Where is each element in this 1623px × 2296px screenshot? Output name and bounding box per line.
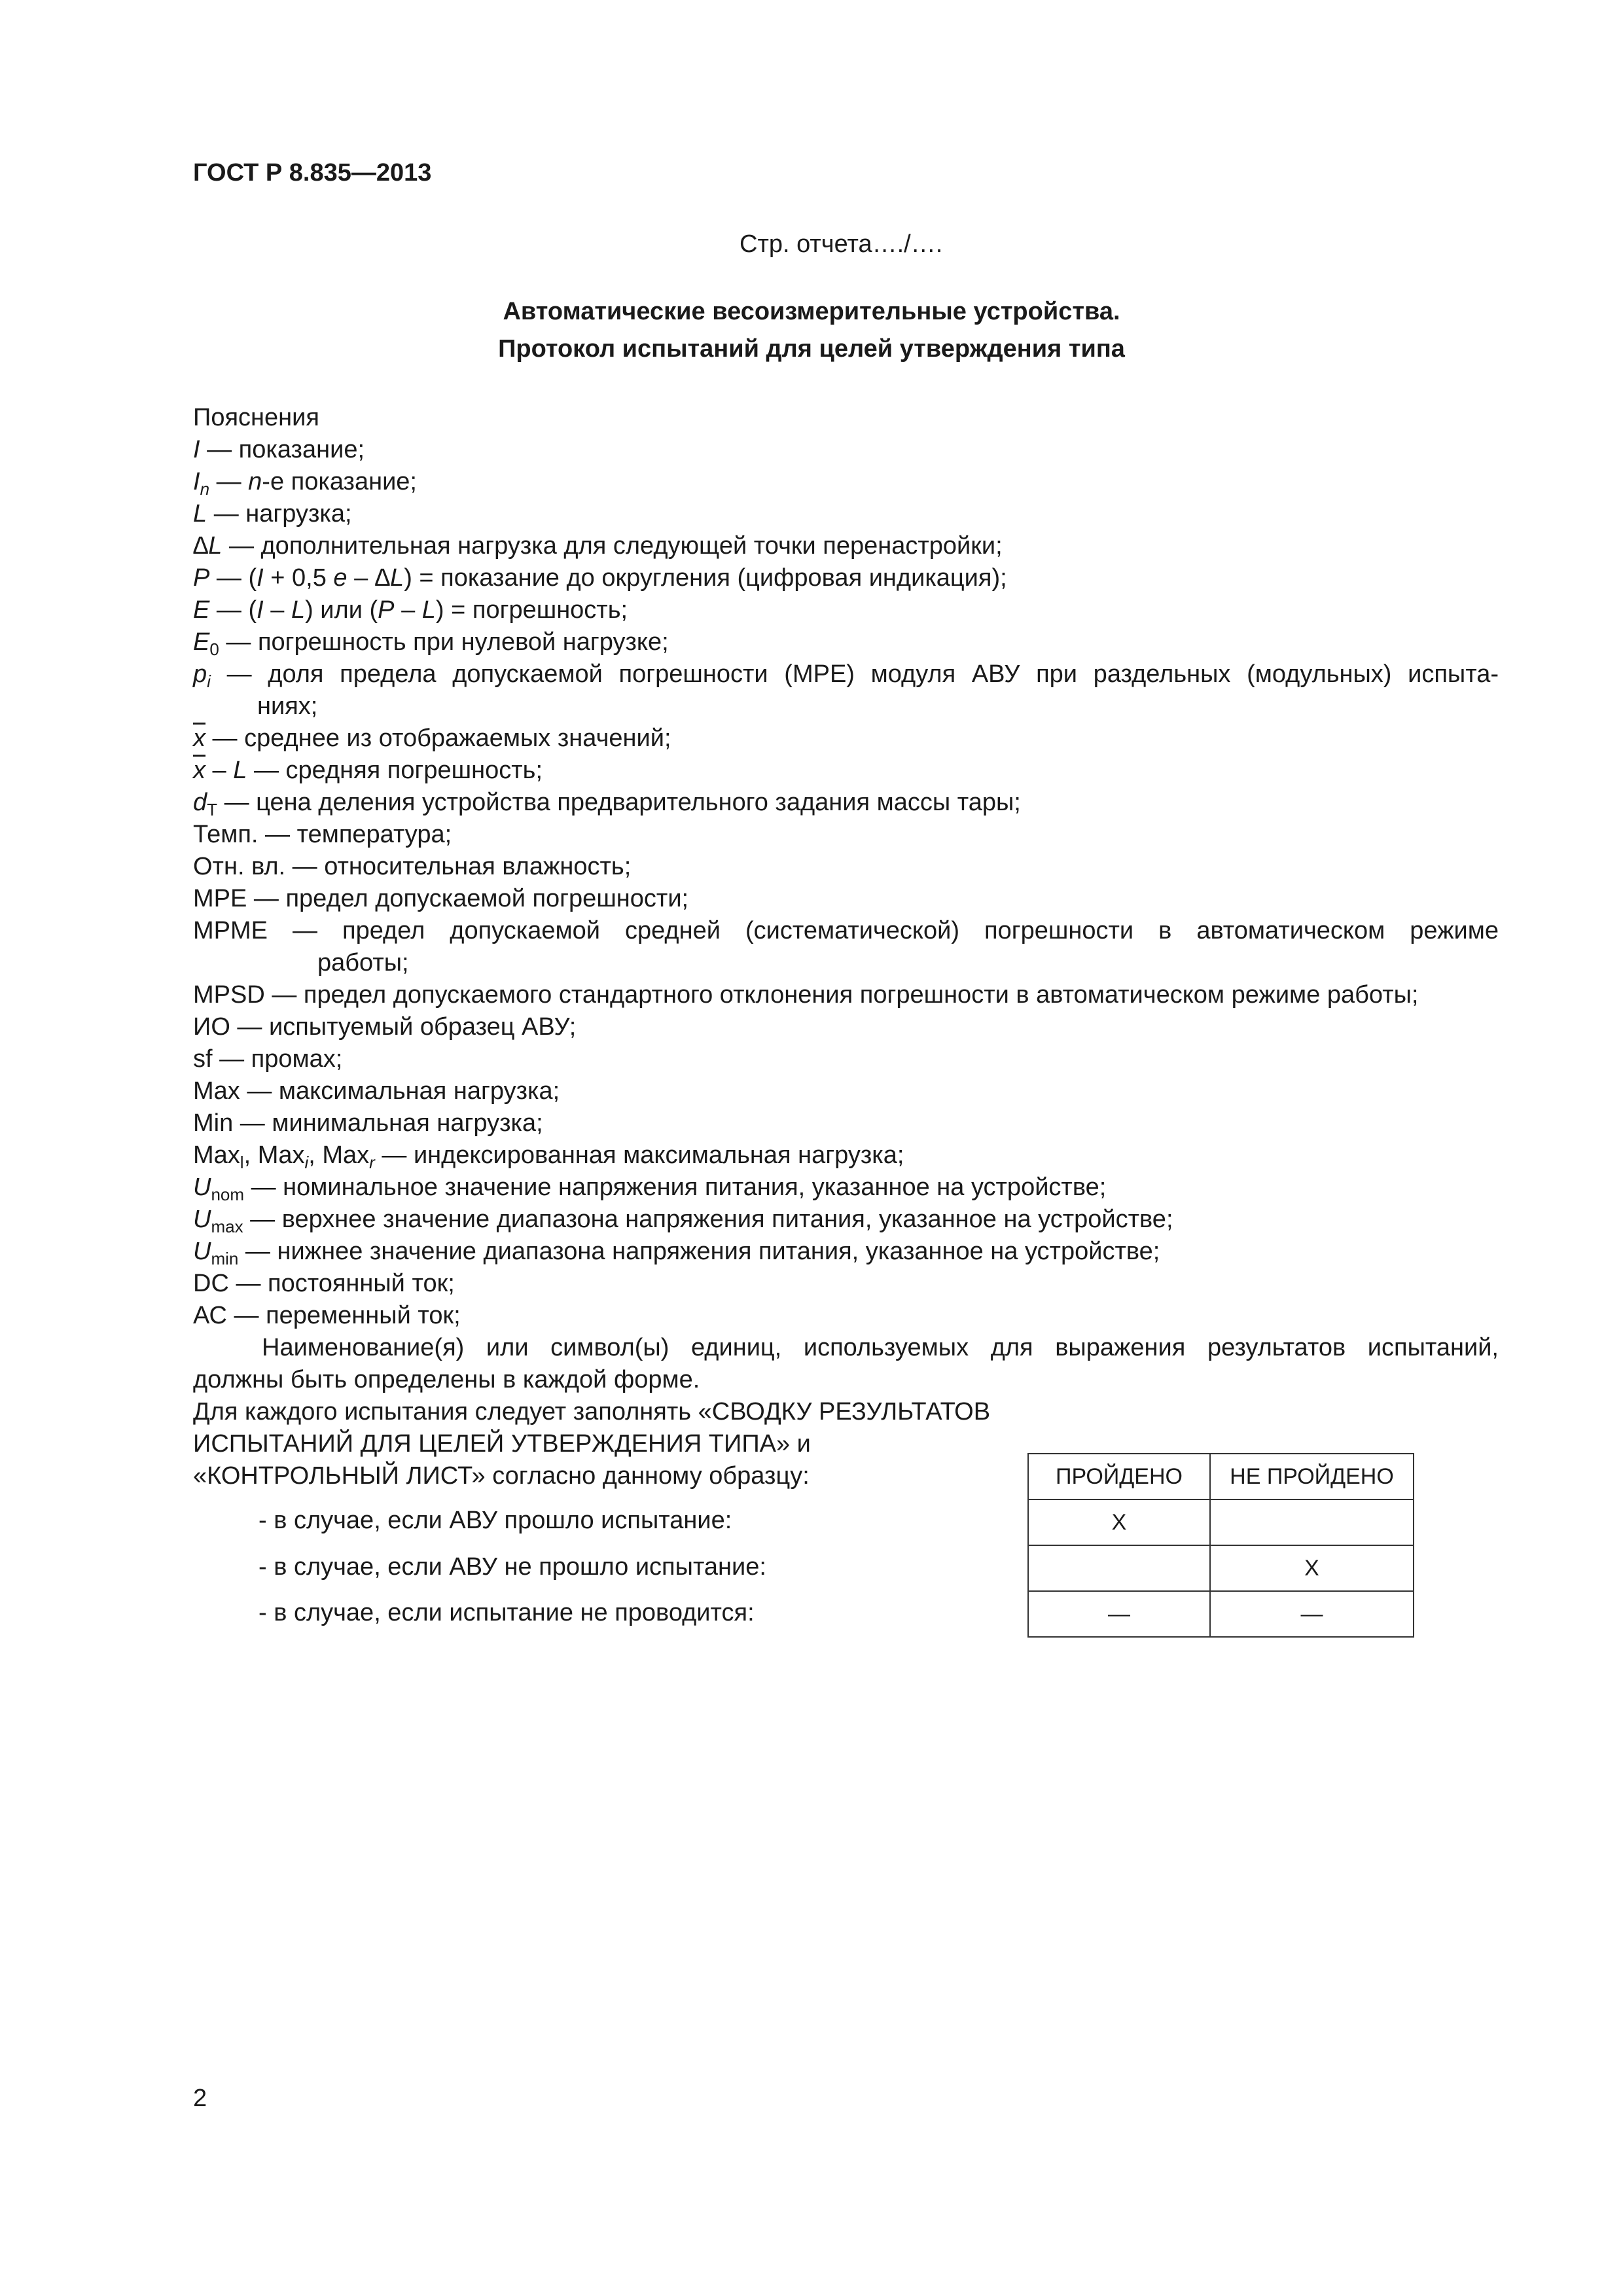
table-row bbox=[1028, 1545, 1414, 1591]
legend-item-continuation: ниях; bbox=[257, 692, 318, 720]
status-example-table bbox=[1027, 1453, 1414, 1638]
legend-item: Темп. — температура; bbox=[193, 821, 452, 848]
document-title-line-1: Автоматические весоизмерительные устройства. bbox=[503, 298, 1120, 325]
bullet-failed: - в случае, если АВУ не прошло испытание: bbox=[259, 1553, 766, 1581]
legend-item: I — показание; bbox=[193, 436, 365, 463]
bullet-passed: - в случае, если АВУ прошло испытание: bbox=[259, 1507, 732, 1534]
table-cell: X bbox=[1210, 1545, 1414, 1591]
table-cell: X bbox=[1028, 1499, 1210, 1545]
legend-item: MPSD — предел допускаемого стандартного отклонения погрешности в автоматическом режиме работы; bbox=[193, 981, 1419, 1009]
paragraph-line: Для каждого испытания следует заполнять «СВОДКУ РЕЗУЛЬТАТОВ bbox=[193, 1398, 991, 1426]
table-cell: — bbox=[1028, 1591, 1210, 1637]
legend-item: P — (I + 0,5 e – ∆L) = показание до округления (цифровая индикация); bbox=[193, 564, 1007, 592]
legend-item: $\overline{x}$ — среднее из отображаемых значений; bbox=[193, 725, 671, 752]
table-header-cell: НЕ ПРОЙДЕНО bbox=[1210, 1454, 1414, 1499]
legend-item: E — (I – L) или (P – L) = погрешность; bbox=[193, 596, 628, 624]
legend-item: Max$_l$, Max$_i$, Max$_r$ — индексированная максимальная нагрузка; bbox=[193, 1141, 904, 1172]
document-header: ГОСТ Р 8.835—2013 bbox=[193, 159, 432, 187]
table-header-row bbox=[1028, 1454, 1414, 1499]
legend-heading: Пояснения bbox=[193, 404, 319, 431]
page-number: 2 bbox=[193, 2085, 207, 2112]
table-cell: — bbox=[1210, 1591, 1414, 1637]
paragraph-line: «КОНТРОЛЬНЫЙ ЛИСТ» согласно данному образцу: bbox=[193, 1462, 810, 1490]
document-title-line-2: Протокол испытаний для целей утверждения типа bbox=[498, 335, 1125, 363]
legend-item: $d_T$ — цена деления устройства предварительного задания массы тары; bbox=[193, 789, 1021, 819]
legend-item: MPME — предел допускаемой средней (систематической) погрешности в автоматическом режиме bbox=[193, 917, 1499, 944]
legend-item: $U_{max}$ — верхнее значение диапазона напряжения питания, указанное на устройстве; bbox=[193, 1206, 1173, 1236]
bullet-not-performed: - в случае, если испытание не проводится: bbox=[259, 1599, 755, 1626]
table-row bbox=[1028, 1499, 1414, 1545]
legend-item: sf — промах; bbox=[193, 1045, 343, 1073]
legend-item: L — нагрузка; bbox=[193, 500, 352, 528]
paragraph-line: должны быть определены в каждой форме. bbox=[193, 1366, 700, 1393]
legend-item: $E_0$ — погрешность при нулевой нагрузке; bbox=[193, 628, 669, 659]
legend-item: DC — постоянный ток; bbox=[193, 1270, 455, 1297]
table-cell bbox=[1028, 1545, 1210, 1591]
legend-item: Отн. вл. — относительная влажность; bbox=[193, 853, 632, 880]
report-page-counter: Стр. отчета…./…. bbox=[740, 230, 943, 258]
legend-item: $\overline{x}$ – L — средняя погрешность; bbox=[193, 757, 543, 784]
table-cell bbox=[1210, 1499, 1414, 1545]
legend-item: $U_{nom}$ — номинальное значение напряжения питания, указанное на устройстве; bbox=[193, 1174, 1107, 1204]
legend-item: МРЕ — предел допускаемой погрешности; bbox=[193, 885, 689, 912]
legend-item: Max — максимальная нагрузка; bbox=[193, 1077, 560, 1105]
paragraph-line: ИСПЫТАНИЙ ДЛЯ ЦЕЛЕЙ УТВЕРЖДЕНИЯ ТИПА» и bbox=[193, 1430, 811, 1458]
legend-item-continuation: работы; bbox=[317, 949, 409, 977]
legend-item: АС — переменный ток; bbox=[193, 1302, 461, 1329]
legend-item: Min — минимальная нагрузка; bbox=[193, 1109, 543, 1137]
table-row bbox=[1028, 1591, 1414, 1637]
legend-item: $p_i$ — доля предела допускаемой погрешности (МРЕ) модуля АВУ при раздельных (модульных) испыта- bbox=[193, 660, 1499, 691]
legend-section bbox=[193, 402, 1499, 1492]
legend-item: ИО — испытуемый образец АВУ; bbox=[193, 1013, 577, 1041]
legend-item: ∆L — дополнительная нагрузка для следующей точки перенастройки; bbox=[193, 532, 1003, 560]
table-header-cell: ПРОЙДЕНО bbox=[1028, 1454, 1210, 1499]
legend-item: $U_{min}$ — нижнее значение диапазона напряжения питания, указанное на устройстве; bbox=[193, 1238, 1160, 1268]
paragraph-line: Наименование(я) или символ(ы) единиц, используемых для выражения результатов испытаний, bbox=[262, 1334, 1499, 1361]
legend-item: $I_n$ — n-е показание; bbox=[193, 468, 417, 499]
